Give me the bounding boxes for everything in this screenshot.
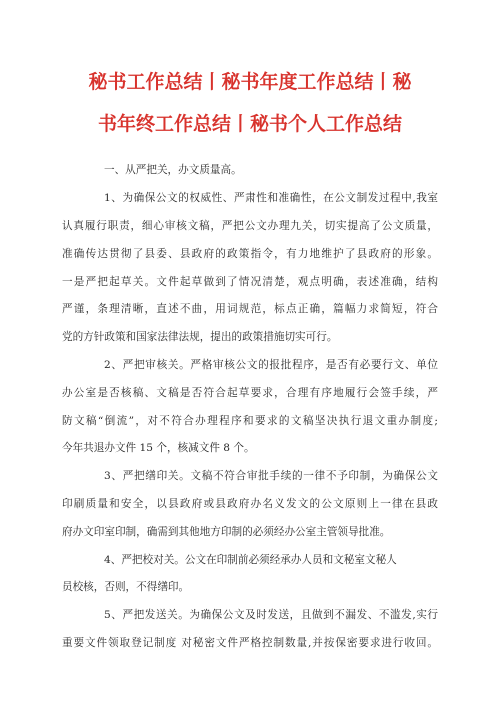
paragraph-line: 4、严把校对关。公文在印制前必须经承办人员和文秘室文秘人 [104,554,397,566]
paragraph-line: 今年共退办文件 15 个，核减文件 8 个。 [62,442,255,454]
paragraph-line: 防文稿“倒流”，对不符合办理程序和要求的文稿坚决执行退文重办制度; [62,415,438,427]
paragraph-line: 1、为确保公文的权威性、严肃性和准确性，在公文制发过程中,我室 [104,192,438,204]
document-title-line-1: 秘书工作总结丨秘书年度工作总结丨秘 [88,71,412,93]
paragraph-line: 重要文件领取登记制度 对秘密文件严格控制数量,并按保密要求进行收回。 [62,637,438,649]
paragraph-line: 3、严把缮印关。文稿不符合审批手续的一律不予印制，为确保公文 [104,470,438,482]
paragraph-line: 2、严把审核关。严格审核公文的报批程序，是否有必要行文、单位 [104,359,438,371]
paragraph-line: 府办文印室印制，确需到其他地方印制的必须经办公室主管领导批准。 [62,526,391,538]
paragraph-line: 一是严把起草关。文件起草做到了情况清楚，观点明确，表述准确，结构 [62,276,438,288]
paragraph-line: 准确传达贯彻了县委、县政府的政策指令，有力地维护了县政府的形象。 [62,248,438,260]
paragraph-line: 严谨，条理清晰，直述不曲，用词规范，标点正确，篇幅力求简短，符合 [62,303,438,315]
document-title-line-2: 书年终工作总结丨秘书个人工作总结 [97,113,402,135]
paragraph-line: 员校核，否则，不得缮印。 [62,581,190,593]
paragraph-line: 印刷质量和安全，以县政府或县政府办名义发文的公文原则上一律在县政 [62,498,438,510]
paragraph-line: 认真履行职责，细心审核文稿，严把公文办理九关，切实提高了公文质量， [62,220,438,232]
section-heading: 一、从严把关，办文质量高。 [104,164,242,176]
paragraph-line: 办公室是否核稿、文稿是否符合起草要求，合理有序地履行会签手续，严 [62,387,438,399]
paragraph-line: 党的方针政策和国家法律法规，提出的政策措施切实可行。 [62,331,338,343]
paragraph-line: 5、严把发送关。为确保公文及时发送，且做到不漏发、不滥发,实行 [104,609,438,621]
